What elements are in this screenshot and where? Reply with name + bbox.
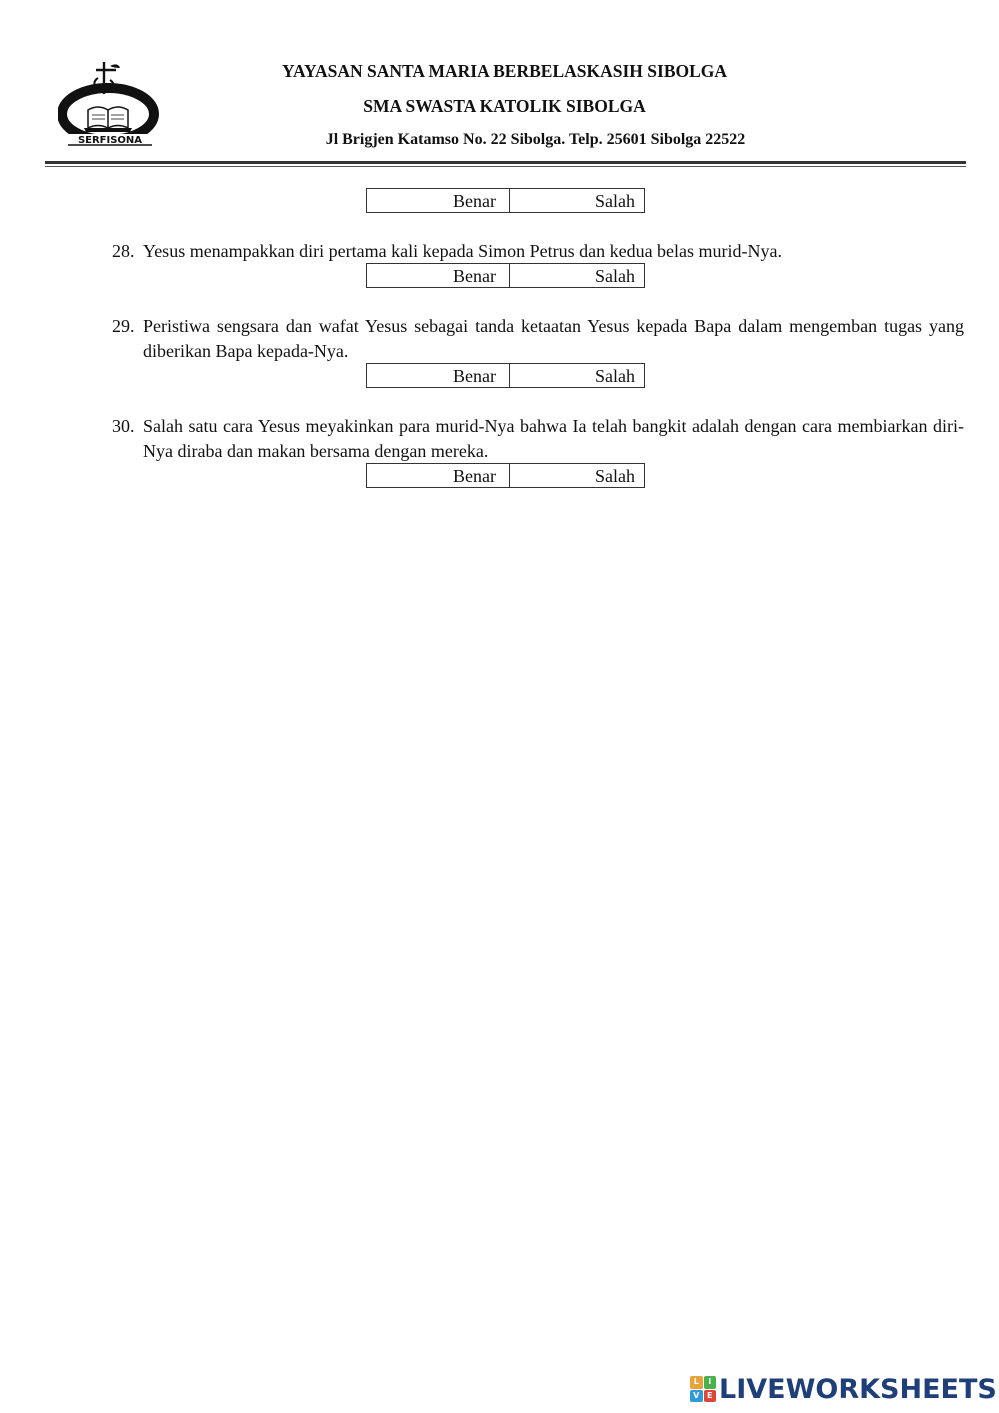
- icon-letter: E: [704, 1390, 717, 1403]
- answer-salah-option[interactable]: Salah: [595, 466, 635, 486]
- question-number: 30.: [112, 416, 135, 436]
- icon-letter: I: [704, 1376, 717, 1389]
- question-28: [112, 239, 964, 264]
- question-number: 29.: [112, 316, 135, 336]
- answer-box-28: [366, 263, 645, 288]
- answer-box-29: [366, 363, 645, 388]
- answer-benar-option[interactable]: Benar: [367, 189, 510, 212]
- school-name: SMA SWASTA KATOLIK SIBOLGA: [363, 96, 646, 116]
- liveworksheets-watermark: [690, 1372, 997, 1406]
- question-text: Yesus menampakkan diri pertama kali kepada Simon Petrus dan kedua belas murid-Nya.: [143, 241, 783, 261]
- logo-text: SERFISONA: [77, 135, 143, 146]
- answer-salah-option[interactable]: Salah: [595, 266, 635, 286]
- answer-benar-option[interactable]: Benar: [367, 264, 510, 287]
- question-number: 28.: [112, 241, 135, 261]
- question-29: [112, 314, 964, 364]
- foundation-name: YAYASAN SANTA MARIA BERBELASKASIH SIBOLGA: [281, 61, 728, 81]
- answer-salah-option[interactable]: Salah: [595, 191, 635, 211]
- liveworksheets-icon: [690, 1376, 716, 1402]
- answer-box-27: [366, 188, 645, 213]
- question-text: Peristiwa sengsara dan wafat Yesus sebagai tanda ketaatan Yesus kepada Bapa dalam mengemban tugas yang diberikan Bapa kepada-Nya.: [143, 316, 964, 361]
- header-divider-thick: [45, 161, 966, 164]
- liveworksheets-text: LIVEWORKSHEETS: [719, 1373, 997, 1405]
- question-text: Salah satu cara Yesus meyakinkan para murid-Nya bahwa Ia telah bangkit adalah dengan cara membiarkan diri-Nya diraba dan makan bersama dengan mereka.: [143, 416, 964, 461]
- answer-benar-option[interactable]: Benar: [367, 364, 510, 387]
- icon-letter: V: [690, 1390, 703, 1403]
- header-divider-thin: [45, 166, 966, 167]
- school-address: Jl Brigjen Katamso No. 22 Sibolga. Telp. 25601 Sibolga 22522: [325, 131, 746, 148]
- answer-benar-option[interactable]: Benar: [367, 464, 510, 487]
- answer-box-30: [366, 463, 645, 488]
- answer-salah-option[interactable]: Salah: [595, 366, 635, 386]
- question-30: [112, 414, 964, 464]
- icon-letter: L: [690, 1376, 703, 1389]
